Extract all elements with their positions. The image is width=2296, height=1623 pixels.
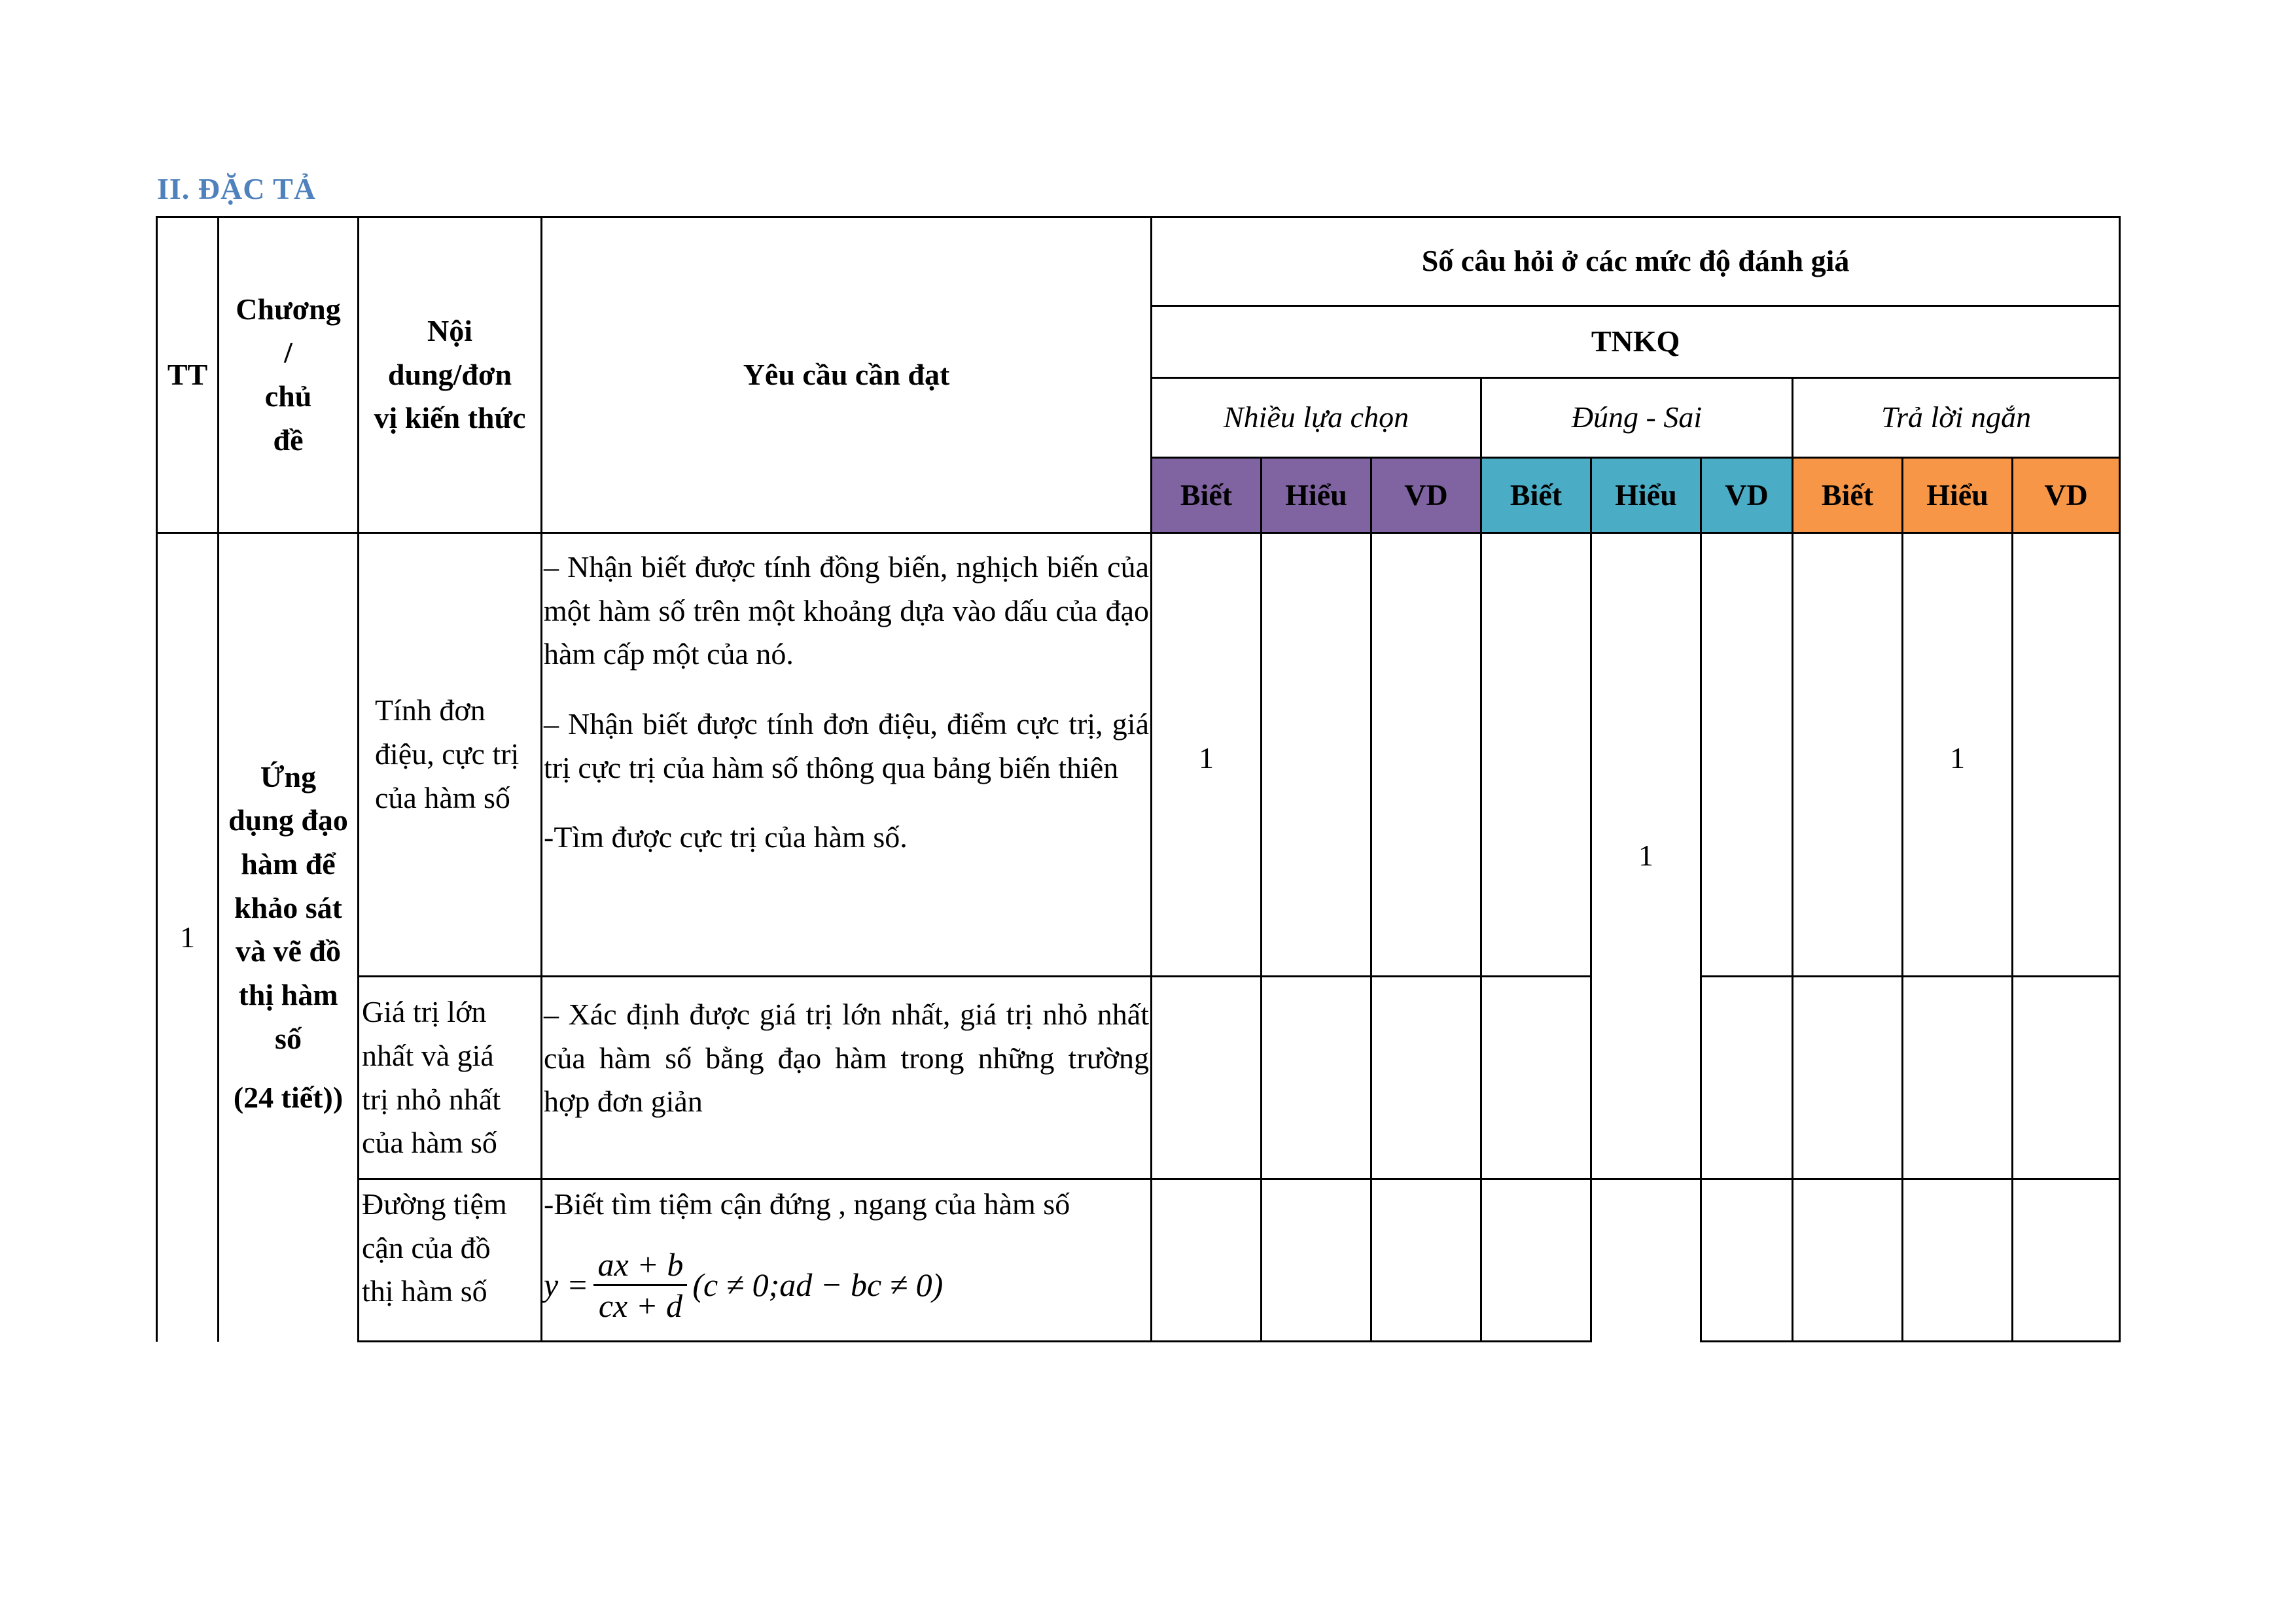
requirement-text: – Nhận biết được tính đơn điệu, điểm cực trị, giá trị cực trị của hàm số thông qua bảng biến thiên [544,707,1149,784]
content-line: cận của đồ [362,1230,491,1265]
row-chapter [219,533,359,1342]
level-tf-vd: VD [1701,458,1793,533]
header-tt: TT [157,217,219,533]
row-tt: 1 [157,533,219,1342]
requirement-text: – Xác định được giá trị lớn nhất, giá trị nhỏ nhất của hàm số bằng đạo hàm trong những trường hợp đơn giản [544,998,1149,1119]
section-title: II. ĐẶC TẢ [157,172,317,205]
cell-tf-biet-3 [1481,1179,1591,1342]
requirement-text: -Biết tìm tiệm cận đứng , ngang của hàm số [544,1187,1070,1221]
cell-sa-biet-1 [1793,533,1903,977]
chapter-line: số [275,1021,302,1055]
content-line: của hàm số [362,1126,497,1160]
content-line: trị nhỏ nhất [362,1082,501,1116]
specification-table [156,216,2121,1342]
level-sa-hieu: Hiểu [1903,458,2013,533]
content-line: điệu, cực trị [375,737,520,771]
cell-sa-vd-1 [2013,533,2120,977]
requirements-monotonic [542,533,1152,977]
cell-mc-hieu-2 [1262,977,1371,1179]
chapter-line: khảo sát [234,890,342,924]
content-line: Giá trị lớn [362,995,487,1029]
cell-tf-hieu-3 [1591,1179,1701,1342]
cell-tf-biet-1 [1481,533,1591,977]
cell-mc-hieu-3 [1262,1179,1371,1342]
cell-mc-vd-2 [1371,977,1481,1179]
cell-sa-hieu-2 [1903,977,2013,1179]
chapter-line: hàm để [241,846,336,881]
content-monotonic [359,533,542,977]
cell-sa-biet-2 [1793,977,1903,1179]
formula-fraction [593,1245,687,1325]
cell-mc-biet-3 [1152,1179,1262,1342]
level-tf-hieu: Hiểu [1591,458,1701,533]
header-tnkq: TNKQ [1152,306,2120,378]
header-levels-group: Số câu hỏi ở các mức độ đánh giá [1152,217,2120,306]
cell-mc-vd-1 [1371,533,1481,977]
content-line: nhất và giá [362,1038,494,1072]
formula-numerator: ax + b [593,1245,687,1286]
content-asymptote [359,1179,542,1342]
requirements-min-max [542,977,1152,1179]
header-type-true-false: Đúng - Sai [1481,378,1793,458]
content-line: Đường tiệm [362,1187,507,1221]
cell-mc-biet-2 [1152,977,1262,1179]
content-line: Tính đơn [375,693,486,727]
content-line: thị hàm số [362,1274,487,1308]
asymptote-formula [544,1245,1149,1325]
chapter-line: và vẽ đồ [236,934,341,968]
level-mc-biet: Biết [1152,458,1262,533]
cell-sa-hieu-1: 1 [1903,533,2013,977]
header-content-line: vị kiến thức [374,401,526,435]
cell-sa-biet-3 [1793,1179,1903,1342]
requirement-text: -Tìm được cực trị của hàm số. [544,820,908,854]
formula-condition: (c ≠ 0;ad − bc ≠ 0) [692,1266,944,1303]
level-mc-vd: VD [1371,458,1481,533]
level-sa-vd: VD [2013,458,2120,533]
header-chapter-line: / [284,336,292,370]
cell-sa-vd-3 [2013,1179,2120,1342]
header-chapter-line: đề [273,423,304,457]
level-tf-biet: Biết [1481,458,1591,533]
header-content-line: Nội [427,313,472,347]
header-content [359,217,542,533]
level-sa-biet: Biết [1793,458,1903,533]
content-line: của hàm số [375,780,510,814]
header-requirement: Yêu cầu cần đạt [542,217,1152,533]
cell-tf-hieu-merged: 1 [1591,533,1701,1179]
header-chapter-line: chủ [264,379,312,413]
header-type-short-answer: Trả lời ngắn [1793,378,2120,458]
content-min-max [359,977,542,1179]
cell-mc-vd-3 [1371,1179,1481,1342]
level-mc-hieu: Hiểu [1262,458,1371,533]
requirement-text: – Nhận biết được tính đồng biến, nghịch biến của một hàm số trên một khoảng dựa vào dấu của đạo hàm cấp một của nó. [544,550,1149,671]
cell-tf-vd-3 [1701,1179,1793,1342]
cell-tf-vd-2 [1701,977,1793,1179]
chapter-line: (24 tiết)) [233,1081,344,1115]
cell-sa-hieu-3 [1903,1179,2013,1342]
chapter-line: dụng đạo [228,803,348,837]
cell-mc-biet-1: 1 [1152,533,1262,977]
header-content-line: dung/đơn [387,357,512,391]
cell-sa-vd-2 [2013,977,2120,1179]
formula-lhs: y = [544,1266,589,1303]
cell-tf-vd-1 [1701,533,1793,977]
cell-mc-hieu-1 [1262,533,1371,977]
header-type-multiple-choice: Nhiều lựa chọn [1152,378,1481,458]
chapter-line: Ứng [260,759,317,794]
requirements-asymptote [542,1179,1152,1342]
cell-tf-biet-2 [1481,977,1591,1179]
chapter-line: thị hàm [238,977,338,1011]
header-chapter-line: Chương [236,292,341,326]
header-chapter [219,217,359,533]
formula-denominator: cx + d [598,1287,682,1324]
